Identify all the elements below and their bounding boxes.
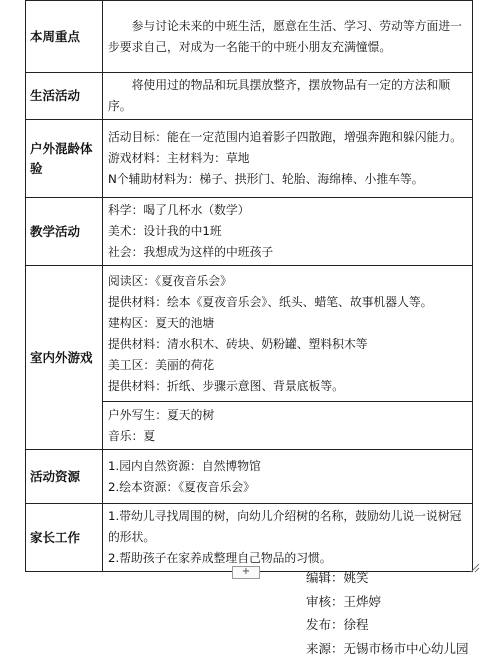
content-line: N个辅助材料为：梯子、拱形门、轮胎、海绵棒、小推车等。	[108, 172, 424, 186]
row-content	[103, 73, 473, 120]
content-line: 提供材料：绘本《夏夜音乐会》、纸头、蜡笔、故事机器人等。	[108, 294, 433, 309]
footer-source: 来源：无锡市杨市中心幼儿园	[306, 641, 469, 656]
content-line: 参与讨论未来的中班生活，愿意在生活、学习、劳动等方面进一步要求自己，对成为一名能干的中班小朋友充满憧憬。	[108, 18, 462, 54]
row-content	[103, 504, 473, 572]
row-parent-work	[26, 504, 473, 572]
row-resources	[26, 450, 473, 504]
content-line: 2.绘本资源：《夏夜音乐会》	[108, 479, 255, 494]
row-label: 教学活动	[26, 198, 103, 266]
row-label: 活动资源	[26, 450, 103, 504]
row-content	[103, 198, 473, 266]
row-daily-life	[26, 73, 473, 120]
row-label: 家长工作	[26, 504, 103, 572]
row-games	[26, 266, 473, 402]
content-line: 提供材料：折纸、步骤示意图、背景底板等。	[108, 378, 344, 393]
content-line: 1.带幼儿寻找周围的树，向幼儿介绍树的名称，鼓励幼儿说一说树冠的形状。	[108, 509, 462, 544]
add-row-button[interactable]: +	[232, 566, 260, 579]
row-teaching	[26, 198, 473, 266]
row-weekly-focus	[26, 1, 473, 73]
content-line: 音乐：夏	[108, 428, 156, 443]
content-line: 建构区：夏天的池塘	[108, 315, 215, 330]
row-content	[103, 266, 473, 402]
row-label: 本周重点	[26, 1, 103, 73]
footer-publisher: 发布：徐程	[306, 617, 369, 632]
row-content	[103, 120, 473, 198]
content-line: 户外写生：夏天的树	[108, 407, 215, 422]
row-label: 生活活动	[26, 73, 103, 120]
row-label: 室内外游戏	[26, 266, 103, 450]
content-line: 将使用过的物品和玩具摆放整齐，摆放物品有一定的方法和顺序。	[108, 78, 451, 113]
content-line: 美术：设计我的中1班	[108, 224, 222, 238]
content-line: 美工区：美丽的荷花	[108, 357, 215, 372]
row-content	[103, 450, 473, 504]
content-line: 科学：喝了几杯水（数学）	[108, 203, 250, 217]
footer-reviewer: 审核：王烨婷	[306, 594, 382, 609]
content-line: 2.帮助孩子在家养成整理自己物品的习惯。	[108, 551, 332, 565]
row-content	[103, 1, 473, 73]
content-line: 游戏材料：主材料为：草地	[108, 151, 250, 165]
footer-editor: 编辑：姚笑	[306, 570, 369, 585]
row-content	[103, 402, 473, 450]
content-line: 阅读区：《夏夜音乐会》	[108, 273, 232, 288]
content-line: 社会：我想成为这样的中班孩子	[108, 245, 274, 259]
weekly-plan-table	[25, 0, 473, 572]
row-outdoor-mixed-age	[26, 120, 473, 198]
content-line: 活动目标：能在一定范围内追着影子四散跑，增强奔跑和躲闪能力。	[108, 130, 462, 144]
row-label: 户外混龄体验	[26, 120, 103, 198]
content-line: 提供材料：清水积木、砖块、奶粉罐、塑料积木等	[108, 336, 368, 351]
resize-corner-icon[interactable]	[470, 563, 480, 573]
content-line: 1.园内自然资源：自然博物馆	[108, 458, 261, 473]
